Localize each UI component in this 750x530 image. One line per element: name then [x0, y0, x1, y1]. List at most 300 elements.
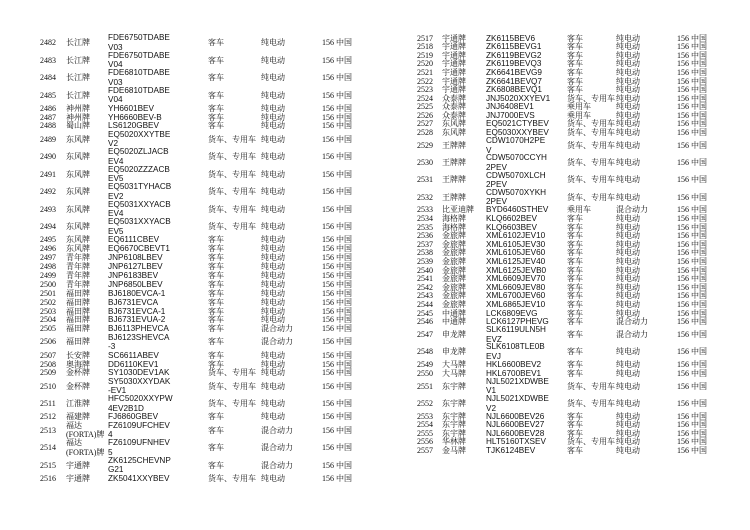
row-number: 2526: [417, 110, 433, 120]
scope-cell: 156 中国: [322, 460, 352, 470]
brand-cell: 大马牌: [442, 368, 466, 378]
model-cell: JNP6108LBEV: [108, 253, 163, 263]
scope-cell: 156 中国: [322, 412, 352, 422]
brand-cell: 青年牌: [66, 253, 90, 263]
fuel-type-cell: 纯电动: [616, 119, 640, 129]
fuel-type-cell: 纯电动: [261, 235, 285, 245]
scope-cell: 156 中国: [322, 315, 352, 325]
model-cell: EQ5021CTYBEV: [486, 119, 549, 129]
row-number: 2499: [40, 270, 56, 280]
fuel-type-cell: 纯电动: [616, 85, 640, 95]
fuel-type-cell: 纯电动: [261, 55, 285, 65]
brand-cell: 金旅牌: [442, 299, 466, 309]
vehicle-type-cell: 货车、专用车: [208, 134, 256, 144]
fuel-type-cell: 纯电动: [261, 204, 285, 214]
vehicle-type-cell: 客车: [567, 42, 583, 52]
row-number: 2488: [40, 121, 56, 131]
vehicle-type-cell: 货车、专用车: [208, 169, 256, 179]
brand-cell: 青年牌: [66, 279, 90, 289]
row-number: 2536: [417, 231, 433, 241]
table-row: [40, 351, 370, 360]
scope-cell: 156 中国: [322, 324, 352, 334]
model-cell: XML6700JEV60: [486, 291, 546, 301]
vehicle-type-cell: 客车: [208, 55, 224, 65]
vehicle-type-cell: 客车: [567, 420, 583, 430]
brand-cell: 宇通牌: [442, 76, 466, 86]
row-number: 2503: [40, 306, 56, 316]
fuel-type-cell: 纯电动: [616, 140, 640, 150]
vehicle-type-cell: 客车: [567, 256, 583, 266]
model-cell: XML6125JEVB0: [486, 265, 547, 275]
scope-cell: 156 中国: [322, 121, 352, 131]
scope-cell: 156 中国: [322, 337, 352, 347]
brand-cell: 东风牌: [66, 169, 90, 179]
vehicle-type-cell: 客车: [208, 297, 224, 307]
vehicle-type-cell: 客车: [567, 308, 583, 318]
brand-cell: 蜀山牌: [66, 121, 90, 131]
fuel-type-cell: 纯电动: [261, 288, 285, 298]
row-number: 2512: [40, 412, 56, 422]
row-number: 2490: [40, 152, 56, 162]
fuel-type-cell: 纯电动: [261, 350, 285, 360]
vehicle-type-cell: 客车: [567, 446, 583, 456]
fuel-type-cell: 纯电动: [261, 381, 285, 391]
scope-cell: 156 中国: [322, 262, 352, 272]
scope-cell: 156 中国: [677, 85, 707, 95]
scope-cell: 156 中国: [677, 214, 707, 224]
scope-cell: 156 中国: [322, 288, 352, 298]
model-cell: FZ6109UFCHEV 4: [108, 420, 170, 440]
brand-cell: 海格牌: [442, 222, 466, 232]
row-number: 2548: [417, 347, 433, 357]
model-cell: BYD6460STHEV: [486, 205, 549, 215]
row-number: 2523: [417, 85, 433, 95]
brand-cell: 长安牌: [66, 350, 90, 360]
table-row: [40, 104, 370, 113]
row-number: 2541: [417, 274, 433, 284]
row-number: 2537: [417, 239, 433, 249]
table-row: [417, 189, 737, 206]
brand-cell: 金旅牌: [442, 282, 466, 292]
model-cell: ZK5041XXYBEV: [108, 473, 170, 483]
model-cell: TJK6124BEV: [486, 446, 536, 456]
model-cell: XML6102JEV10: [486, 231, 546, 241]
row-number: 2509: [40, 368, 56, 378]
scope-cell: 156 中国: [322, 187, 352, 197]
brand-cell: 王牌牌: [442, 140, 466, 150]
fuel-type-cell: 纯电动: [261, 90, 285, 100]
table-row: [40, 34, 370, 52]
row-number: 2513: [40, 425, 56, 435]
model-cell: NJL6600BEV26: [486, 411, 545, 421]
brand-cell: 宇通牌: [66, 473, 90, 483]
row-number: 2551: [417, 381, 433, 391]
model-cell: EQ5030XXYBEV: [486, 128, 549, 138]
model-cell: EQ5031TYHACB EV2: [108, 182, 172, 201]
brand-cell: 东宇牌: [442, 428, 466, 438]
fuel-type-cell: 混合动力: [261, 443, 293, 453]
model-cell: NJL6600BEV27: [486, 420, 545, 430]
brand-cell: 东风牌: [66, 222, 90, 232]
brand-cell: 东风牌: [66, 187, 90, 197]
table-row: [40, 333, 370, 351]
scope-cell: 156 中国: [322, 152, 352, 162]
brand-cell: 长江牌: [66, 73, 90, 82]
vehicle-table-right: [417, 34, 737, 455]
row-number: 2530: [417, 158, 433, 168]
model-cell: JNP6127LBEV: [108, 262, 163, 272]
row-number: 2493: [40, 204, 56, 214]
scope-cell: 156 中国: [677, 265, 707, 275]
row-number: 2553: [417, 411, 433, 421]
scope-cell: 156 中国: [322, 443, 352, 453]
table-row: [417, 154, 737, 171]
brand-cell: 福建牌: [66, 412, 90, 422]
brand-cell: 东风牌: [66, 152, 90, 162]
brand-cell: 中通牌: [442, 317, 466, 327]
row-number: 2507: [40, 350, 56, 360]
brand-cell: 金旅牌: [442, 231, 466, 241]
fuel-type-cell: 纯电动: [261, 152, 285, 162]
scope-cell: 156 中国: [322, 306, 352, 316]
vehicle-type-cell: 货车、专用车: [567, 93, 615, 103]
fuel-type-cell: 纯电动: [261, 38, 285, 47]
fuel-type-cell: 纯电动: [261, 222, 285, 232]
brand-cell: 福田牌: [66, 297, 90, 307]
vehicle-type-cell: 客车: [567, 368, 583, 378]
vehicle-type-cell: 货车、专用车: [567, 175, 615, 185]
vehicle-type-cell: 货车、专用车: [208, 204, 256, 214]
vehicle-type-cell: 货车、专用车: [567, 398, 615, 408]
scope-cell: 156 中国: [677, 158, 707, 168]
scope-cell: 156 中国: [322, 222, 352, 232]
model-cell: FJ6860GBEV: [108, 412, 159, 422]
fuel-type-cell: 纯电动: [616, 231, 640, 241]
row-number: 2500: [40, 279, 56, 289]
vehicle-type-cell: 客车: [208, 112, 224, 122]
scope-cell: 156 中国: [677, 398, 707, 408]
model-cell: SLK6108TLE0B EVJ: [486, 342, 545, 361]
brand-cell: 东风牌: [66, 244, 90, 254]
vehicle-type-cell: 客车: [567, 265, 583, 275]
vehicle-type-cell: 客车: [208, 306, 224, 316]
fuel-type-cell: 混合动力: [261, 324, 293, 334]
table-row: [40, 52, 370, 70]
table-row: [40, 166, 370, 184]
fuel-type-cell: 纯电动: [261, 112, 285, 122]
fuel-type-cell: 纯电动: [616, 50, 640, 60]
fuel-type-cell: 纯电动: [261, 187, 285, 197]
brand-cell: 福田牌: [66, 315, 90, 325]
brand-cell: 福田牌: [66, 337, 90, 347]
vehicle-type-cell: 客车: [567, 428, 583, 438]
brand-cell: 华林牌: [442, 437, 466, 447]
vehicle-type-cell: 客车: [208, 324, 224, 334]
model-cell: ZK6119BEVG2: [486, 50, 542, 60]
model-cell: FZ6109UFNHEV 5: [108, 438, 170, 457]
row-number: 2508: [40, 359, 56, 369]
scope-cell: 156 中国: [677, 76, 707, 86]
table-row: [40, 457, 370, 475]
row-number: 2524: [417, 93, 433, 103]
vehicle-type-cell: 货车、专用车: [208, 152, 256, 162]
scope-cell: 156 中国: [677, 67, 707, 77]
fuel-type-cell: 纯电动: [616, 158, 640, 168]
brand-cell: 福达 (FORTA)牌: [66, 438, 105, 457]
vehicle-type-cell: 客车: [208, 73, 224, 82]
fuel-type-cell: 纯电动: [261, 169, 285, 179]
table-row: [40, 201, 370, 219]
scope-cell: 156 中国: [322, 473, 352, 483]
model-cell: ZK6115BEVG1: [486, 42, 542, 52]
vehicle-type-cell: 客车: [208, 235, 224, 245]
scope-cell: 156 中国: [677, 239, 707, 249]
model-cell: CDW5070XYKH 2PEV: [486, 187, 547, 207]
model-cell: BJ6180EVCA-1: [108, 288, 166, 298]
vehicle-type-cell: 货车、专用车: [208, 368, 256, 378]
model-cell: FDE6810TDABE V03: [108, 68, 170, 87]
table-row: [40, 218, 370, 236]
row-number: 2520: [417, 59, 433, 69]
fuel-type-cell: 混合动力: [261, 460, 293, 470]
fuel-type-cell: 纯电动: [261, 297, 285, 307]
fuel-type-cell: 纯电动: [261, 262, 285, 272]
brand-cell: 宇通牌: [442, 67, 466, 77]
scope-cell: 156 中国: [677, 175, 707, 185]
row-number: 2489: [40, 134, 56, 144]
scope-cell: 156 中国: [322, 350, 352, 360]
row-number: 2494: [40, 222, 56, 232]
row-number: 2519: [417, 50, 433, 60]
brand-cell: 金旅牌: [442, 248, 466, 258]
brand-cell: 东风牌: [442, 119, 466, 129]
scope-cell: 156 中国: [677, 347, 707, 357]
vehicle-type-cell: 客车: [208, 253, 224, 263]
fuel-type-cell: 纯电动: [616, 248, 640, 258]
row-number: 2525: [417, 102, 433, 112]
vehicle-type-cell: 客车: [208, 315, 224, 325]
fuel-type-cell: 纯电动: [261, 270, 285, 280]
vehicle-type-cell: 客车: [567, 248, 583, 258]
model-cell: EQ6670CBEVT1: [108, 244, 170, 254]
vehicle-type-cell: 客车: [567, 330, 583, 340]
scope-cell: 156 中国: [322, 55, 352, 65]
table-row: [417, 326, 737, 343]
vehicle-type-cell: 客车: [208, 337, 224, 347]
model-cell: KLQ6602BEV: [486, 214, 537, 224]
fuel-type-cell: 纯电动: [616, 347, 640, 357]
scope-cell: 156 中国: [677, 205, 707, 215]
brand-cell: 神州牌: [66, 103, 90, 113]
model-cell: CDW1070H2PE V: [486, 136, 546, 155]
fuel-type-cell: 纯电动: [616, 256, 640, 266]
model-cell: HLT5160TXSEV: [486, 437, 546, 447]
model-cell: EQ5020ZZZACB EV5: [108, 164, 170, 184]
vehicle-type-cell: 客车: [567, 76, 583, 86]
brand-cell: 江淮牌: [66, 399, 90, 409]
model-cell: ZK6808BEVQ1: [486, 85, 542, 95]
row-number: 2557: [417, 446, 433, 456]
model-cell: XML6609JEV80: [486, 282, 546, 292]
row-number: 2484: [40, 73, 56, 82]
row-number: 2531: [417, 175, 433, 185]
model-cell: JNJ5020XXYEV1: [486, 93, 551, 103]
row-number: 2534: [417, 214, 433, 224]
model-cell: LCK6809EVG: [486, 308, 538, 318]
fuel-type-cell: 混合动力: [616, 330, 648, 340]
row-number: 2486: [40, 103, 56, 113]
model-cell: EQ5020XXYTBE V2: [108, 129, 171, 149]
brand-cell: 王牌牌: [442, 158, 466, 168]
scope-cell: 156 中国: [322, 244, 352, 254]
row-number: 2555: [417, 428, 433, 438]
vehicle-type-cell: 客车: [208, 121, 224, 131]
fuel-type-cell: 纯电动: [616, 420, 640, 430]
brand-cell: 中通牌: [442, 308, 466, 318]
row-number: 2495: [40, 235, 56, 245]
vehicle-type-cell: 客车: [208, 279, 224, 289]
brand-cell: 长江牌: [66, 38, 90, 47]
fuel-type-cell: 纯电动: [261, 315, 285, 325]
vehicle-type-cell: 货车、专用车: [567, 381, 615, 391]
vehicle-type-cell: 客车: [567, 33, 583, 43]
fuel-type-cell: 纯电动: [616, 102, 640, 112]
fuel-type-cell: 纯电动: [261, 103, 285, 113]
model-cell: ZK6641BEVG9: [486, 67, 542, 77]
model-cell: BJ6731EVCA: [108, 297, 159, 307]
fuel-type-cell: 纯电动: [616, 192, 640, 202]
scope-cell: 156 中国: [677, 50, 707, 60]
vehicle-type-cell: 客车: [567, 239, 583, 249]
table-row: [417, 369, 737, 378]
brand-cell: 众泰牌: [442, 102, 466, 112]
row-number: 2542: [417, 282, 433, 292]
vehicle-type-cell: 货车、专用车: [567, 192, 615, 202]
fuel-type-cell: 纯电动: [261, 244, 285, 254]
fuel-type-cell: 纯电动: [616, 398, 640, 408]
model-cell: XML6125JEV40: [486, 256, 546, 266]
scope-cell: 156 中国: [322, 134, 352, 144]
model-cell: LS6120GBEV: [108, 121, 159, 131]
table-row: [40, 131, 370, 149]
vehicle-type-cell: 客车: [208, 460, 224, 470]
scope-cell: 156 中国: [322, 204, 352, 214]
model-cell: EQ5031XXYACB EV4: [108, 199, 171, 219]
scope-cell: 156 中国: [677, 317, 707, 327]
row-number: 2529: [417, 140, 433, 150]
fuel-type-cell: 纯电动: [261, 359, 285, 369]
fuel-type-cell: 纯电动: [261, 121, 285, 131]
row-number: 2518: [417, 42, 433, 52]
scope-cell: 156 中国: [677, 93, 707, 103]
model-cell: HFC5020XXYPW 4EV2B1D: [108, 394, 173, 413]
scope-cell: 156 中国: [322, 297, 352, 307]
table-row: [417, 395, 737, 412]
model-cell: CDW5070CCYH 2PEV: [486, 153, 547, 172]
row-number: 2527: [417, 119, 433, 129]
model-cell: XML6609JEV70: [486, 274, 546, 284]
vehicle-type-cell: 货车、专用车: [567, 119, 615, 129]
scope-cell: 156 中国: [677, 110, 707, 120]
fuel-type-cell: 纯电动: [616, 368, 640, 378]
model-cell: ZK6641BEVQ7: [486, 76, 542, 86]
brand-cell: 宇通牌: [66, 460, 90, 470]
model-cell: ZK6119BEVQ3: [486, 59, 542, 69]
scope-cell: 156 中国: [677, 140, 707, 150]
fuel-type-cell: 纯电动: [616, 175, 640, 185]
brand-cell: 宇通牌: [442, 33, 466, 43]
model-cell: HKL6600BEV2: [486, 360, 542, 370]
brand-cell: 比亚迪牌: [442, 205, 474, 215]
brand-cell: 大马牌: [442, 360, 466, 370]
vehicle-type-cell: 乘用车: [567, 102, 591, 112]
model-cell: YH6660BEV-B: [108, 112, 162, 122]
model-cell: FDE6810TDABE V04: [108, 85, 170, 105]
model-cell: BJ6731EVUA-2: [108, 315, 166, 325]
scope-cell: 156 中国: [322, 425, 352, 435]
row-number: 2497: [40, 253, 56, 263]
fuel-type-cell: 纯电动: [261, 473, 285, 483]
table-row: [417, 447, 737, 456]
vehicle-type-cell: 客车: [567, 67, 583, 77]
fuel-type-cell: 纯电动: [616, 222, 640, 232]
scope-cell: 156 中国: [677, 411, 707, 421]
vehicle-type-cell: 客车: [567, 411, 583, 421]
table-row: [40, 87, 370, 105]
scope-cell: 156 中国: [677, 330, 707, 340]
model-cell: EQ6111CBEV: [108, 235, 160, 245]
brand-cell: 福田牌: [66, 288, 90, 298]
fuel-type-cell: 纯电动: [616, 437, 640, 447]
row-number: 2514: [40, 443, 56, 453]
fuel-type-cell: 纯电动: [616, 59, 640, 69]
row-number: 2556: [417, 437, 433, 447]
vehicle-type-cell: 乘用车: [567, 205, 591, 215]
fuel-type-cell: 纯电动: [261, 134, 285, 144]
vehicle-type-cell: 客车: [208, 38, 224, 47]
row-number: 2521: [417, 67, 433, 77]
vehicle-table-left: [40, 34, 370, 483]
vehicle-type-cell: 客车: [567, 85, 583, 95]
scope-cell: 156 中国: [322, 73, 352, 82]
model-cell: NJL5021XDWBE V2: [486, 394, 549, 413]
row-number: 2546: [417, 317, 433, 327]
fuel-type-cell: 纯电动: [261, 306, 285, 316]
brand-cell: 宇通牌: [442, 59, 466, 69]
fuel-type-cell: 纯电动: [616, 67, 640, 77]
model-cell: LCK6127PHEVG: [486, 317, 549, 327]
brand-cell: 神州牌: [66, 112, 90, 122]
row-number: 2498: [40, 262, 56, 272]
table-row: [40, 69, 370, 87]
brand-cell: 青年牌: [66, 262, 90, 272]
brand-cell: 金旅牌: [442, 291, 466, 301]
brand-cell: 东风牌: [66, 134, 90, 144]
scope-cell: 156 中国: [322, 103, 352, 113]
vehicle-type-cell: 客车: [567, 282, 583, 292]
model-cell: YH6601BEV: [108, 103, 154, 113]
model-cell: NJL5021XDWBE V1: [486, 376, 549, 396]
brand-cell: 宇通牌: [442, 50, 466, 60]
row-number: 2538: [417, 248, 433, 258]
scope-cell: 156 中国: [677, 446, 707, 456]
vehicle-type-cell: 货车、专用车: [208, 399, 256, 409]
scope-cell: 156 中国: [677, 282, 707, 292]
brand-cell: 青年牌: [66, 270, 90, 280]
vehicle-type-cell: 客车: [208, 425, 224, 435]
model-cell: EQ5031XXYACB EV5: [108, 217, 171, 236]
table-row: [40, 395, 370, 413]
